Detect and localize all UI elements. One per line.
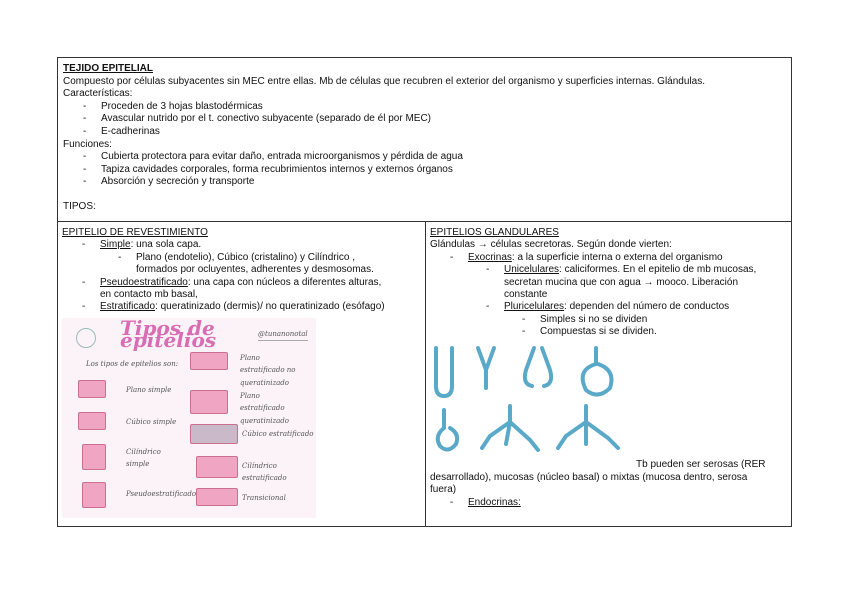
caracteristicas-label: Características: <box>63 88 133 100</box>
list-item: - Pluricelulares: dependen del número de conductos <box>486 301 730 313</box>
document-table <box>57 57 792 527</box>
tissue-tile <box>196 488 238 506</box>
revestimiento-title: EPITELIO DE REVESTIMIENTO <box>62 227 208 238</box>
image-subtitle: Los tipos de epitelios son: <box>86 360 179 368</box>
tissue-tile <box>78 412 106 430</box>
list-item: - Absorción y secreción y transporte <box>83 176 255 188</box>
image-label: Plano simple <box>126 386 172 394</box>
tissue-tile <box>82 444 106 470</box>
list-item: - Avascular nutrido por el t. conectivo subyacente (separado de él por MEC) <box>83 113 431 125</box>
tissue-tile <box>82 482 106 508</box>
list-item-cont: secretan mucina que con agua → mooco. Liberación <box>504 276 739 288</box>
image-tag: @tunanonotal <box>258 328 308 341</box>
list-item-cont: constante <box>504 289 548 301</box>
serosas-text: Tb pueden ser serosas (RER <box>636 459 766 470</box>
gland-shape <box>436 348 452 396</box>
glandulares-cell <box>426 222 791 527</box>
funciones-label: Funciones: <box>63 138 112 150</box>
list-item-cont: en contacto mb basal, <box>100 289 198 301</box>
revestimiento-cell <box>58 222 426 527</box>
list-item: - Proceden de 3 hojas blastodérmicas <box>83 100 263 112</box>
glandulares-intro: Glándulas → células secretoras. Según donde vierten: <box>430 239 672 251</box>
list-item: - Compuestas si se dividen. <box>522 326 657 338</box>
tissue-tile <box>190 390 228 414</box>
intro-cell <box>58 58 791 222</box>
tissue-tile <box>196 456 238 478</box>
glandulares-title: EPITELIOS GLANDULARES <box>430 227 559 238</box>
tissue-tile <box>78 380 106 398</box>
list-item-cont: formados por ocluyentes, adherentes y desmosomas. <box>136 264 374 276</box>
glandulas-diagram <box>426 340 636 458</box>
image-label: Cúbico estratificado <box>242 430 314 438</box>
tipos-epitelios-image <box>62 318 316 518</box>
list-item: - Tapiza cavidades corporales, forma recubrimientos internos y externos órganos <box>83 163 453 175</box>
logo-icon <box>76 328 96 348</box>
list-item: - Simple: una sola capa. <box>82 239 202 251</box>
image-heading: Tipos de epitelios <box>120 318 217 353</box>
image-label: Pseudoestratificado <box>126 490 197 498</box>
image-label: Cilíndrico simple <box>126 448 161 469</box>
tipos-label: TIPOS: <box>63 200 96 212</box>
image-label: Cúbico simple <box>126 418 177 426</box>
list-item: - Cubierta protectora para evitar daño, entrada microorganismos y pérdida de agua <box>83 151 463 163</box>
list-item: - Endocrinas: <box>450 497 521 508</box>
section-title: TEJIDO EPITELIAL <box>63 63 154 74</box>
list-item: - Estratificado: queratinizado (dermis)/ no queratinizado (esófago) <box>82 301 385 313</box>
image-label: Cilíndrico estratificado <box>242 462 287 483</box>
intro-text: Compuesto por células subyacentes sin MEC entre ellas. Mb de células que recubren el exterior del organismo y superficies internas. Glándulas. <box>63 75 705 87</box>
list-item: - Plano (endotelio), Cúbico (cristalino) y Cilíndrico , <box>118 251 355 263</box>
list-item: - Simples si no se dividen <box>522 313 648 325</box>
tissue-tile <box>190 424 238 444</box>
tissue-tile <box>190 352 228 370</box>
list-item: - Exocrinas: a la superficie interna o externa del organismo <box>450 251 723 263</box>
serosas-text: fuera) <box>430 484 457 495</box>
list-item: - Unicelulares: caliciformes. En el epitelio de mb mucosas, <box>486 264 757 276</box>
image-label: Plano estratificado no queratinizado <box>240 354 296 387</box>
image-label: Transicional <box>242 494 286 502</box>
list-item: - E-cadherinas <box>83 125 160 137</box>
list-item: - Pseudoestratificado: una capa con núcleos a diferentes alturas, <box>82 276 382 288</box>
serosas-text: desarrollado), mucosas (núcleo basal) o mixtas (mucosa dentro, serosa <box>430 472 748 483</box>
image-label: Plano estratificado queratinizado <box>240 392 290 425</box>
